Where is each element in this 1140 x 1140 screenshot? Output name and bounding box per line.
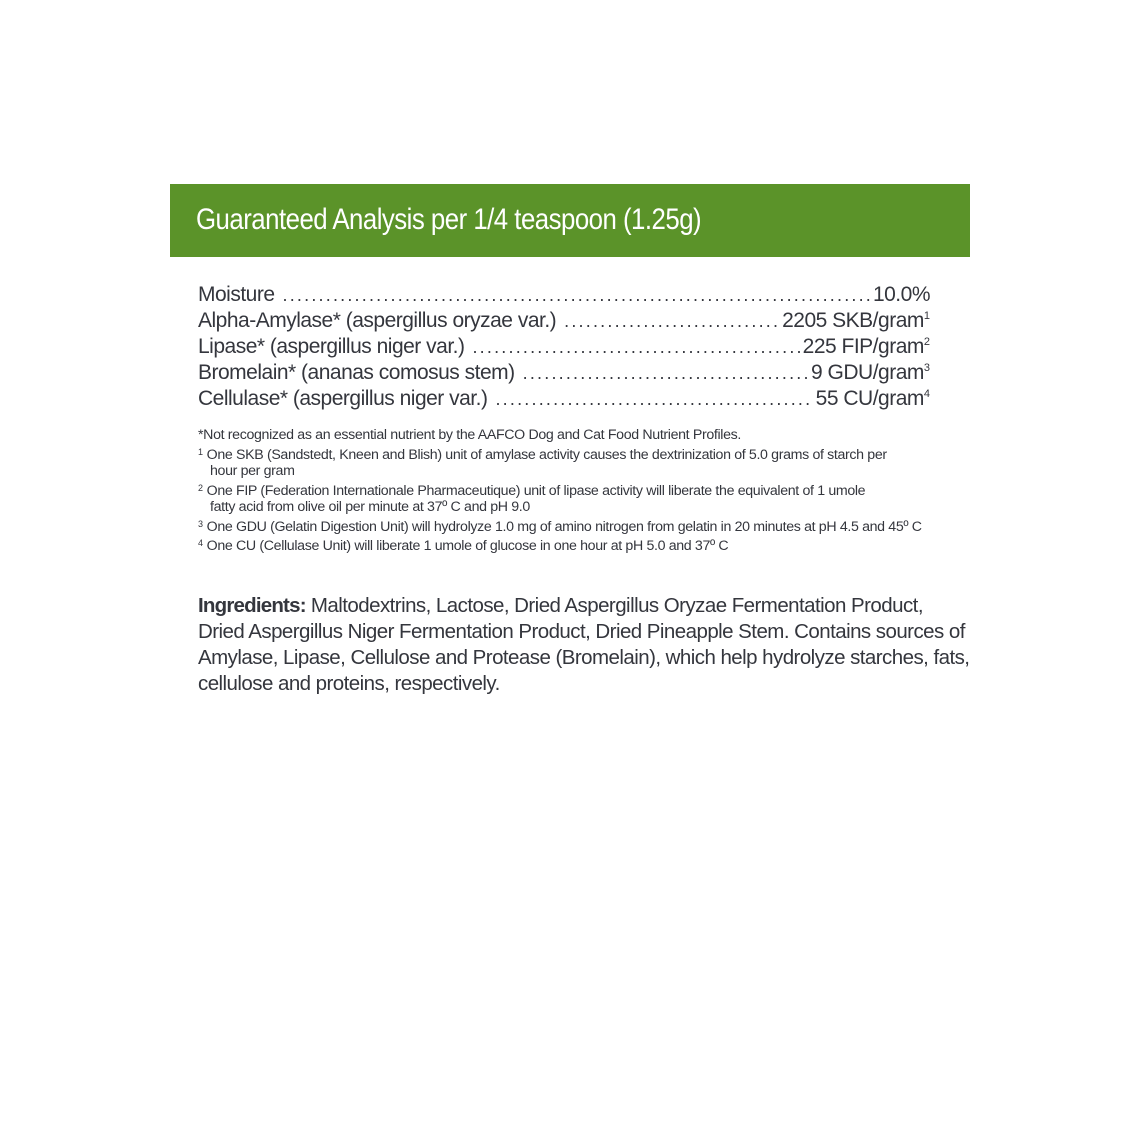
footnote-3: $^3$ One GDU (Gelatin Digestion Unit) will hydrolyze 1.0 mg of amino nitrogen from gelatin in 20 minutes at pH 4.5 and 45º C xyxy=(198,518,922,535)
footnote-marker: 2 xyxy=(923,336,930,348)
row-value: 2205 SKB/gram$^1$ xyxy=(782,309,930,332)
ingredients-paragraph xyxy=(198,593,970,697)
row-value: 10.0% xyxy=(872,283,930,306)
dot-leader xyxy=(472,337,800,358)
footnote-4: $^4$ One CU (Cellulase Unit) will liberate 1 umole of glucose in one hour at pH 5.0 and 37º C xyxy=(198,538,729,554)
analysis-row-alpha-amylase xyxy=(198,309,930,335)
analysis-row-lipase xyxy=(198,335,930,361)
footnote-marker: 3 xyxy=(923,362,930,374)
analysis-row-bromelain xyxy=(198,361,930,387)
ingredients-label: Ingredients: xyxy=(198,594,306,617)
row-value: 225 FIP/gram$^2$ xyxy=(802,335,930,358)
analysis-row-moisture xyxy=(198,283,930,309)
row-label: Lipase* (aspergillus niger var.) xyxy=(198,335,465,358)
analysis-row-cellulase xyxy=(198,387,930,413)
dot-leader xyxy=(564,311,780,332)
row-label: Moisture xyxy=(198,283,275,306)
dot-leader xyxy=(283,285,871,306)
ingredients-line-2: Dried Aspergillus Niger Fermentation Product, Dried Pineapple Stem. Contains sources of xyxy=(198,620,965,643)
analysis-table xyxy=(198,283,930,413)
ingredients-line-1: Ingredients: Maltodextrins, Lactose, Dried Aspergillus Oryzae Fermentation Product, xyxy=(198,594,923,617)
asterisk-note: *Not recognized as an essential nutrient by the AAFCO Dog and Cat Food Nutrient Profiles. xyxy=(198,427,741,443)
ingredients-line-4: cellulose and proteins, respectively. xyxy=(198,672,500,695)
footnote-1: $^1$ One SKB (Sandstedt, Kneen and Blish) unit of amylase activity causes the dextrinization of 5.0 grams of starch per hour per gram xyxy=(198,446,887,479)
dot-leader xyxy=(523,363,809,384)
row-label: Alpha-Amylase* (aspergillus oryzae var.) xyxy=(198,309,557,332)
footnote-marker: 4 xyxy=(923,388,930,400)
footnote-marker: 1 xyxy=(923,310,930,322)
row-label: Cellulase* (aspergillus niger var.) xyxy=(198,387,488,410)
row-value: 55 CU/gram$^4$ xyxy=(815,387,930,410)
row-value: 9 GDU/gram$^3$ xyxy=(811,361,930,384)
dot-leader xyxy=(495,389,813,410)
footnote-2: $^2$ One FIP (Federation Internationale Pharmaceutique) unit of lipase activity will liberate the equivalent of 1 umole fatty acid from olive oil per minute at 37º C and pH 9.0 xyxy=(198,482,866,515)
row-label: Bromelain* (ananas comosus stem) xyxy=(198,361,515,384)
guaranteed-analysis-header xyxy=(170,184,970,257)
header-title: Guaranteed Analysis per 1/4 teaspoon (1.25g) xyxy=(196,203,702,236)
ingredients-line-3: Amylase, Lipase, Cellulose and Protease (Bromelain), which help hydrolyze starches, fats, xyxy=(198,646,970,669)
footnotes xyxy=(198,427,958,555)
